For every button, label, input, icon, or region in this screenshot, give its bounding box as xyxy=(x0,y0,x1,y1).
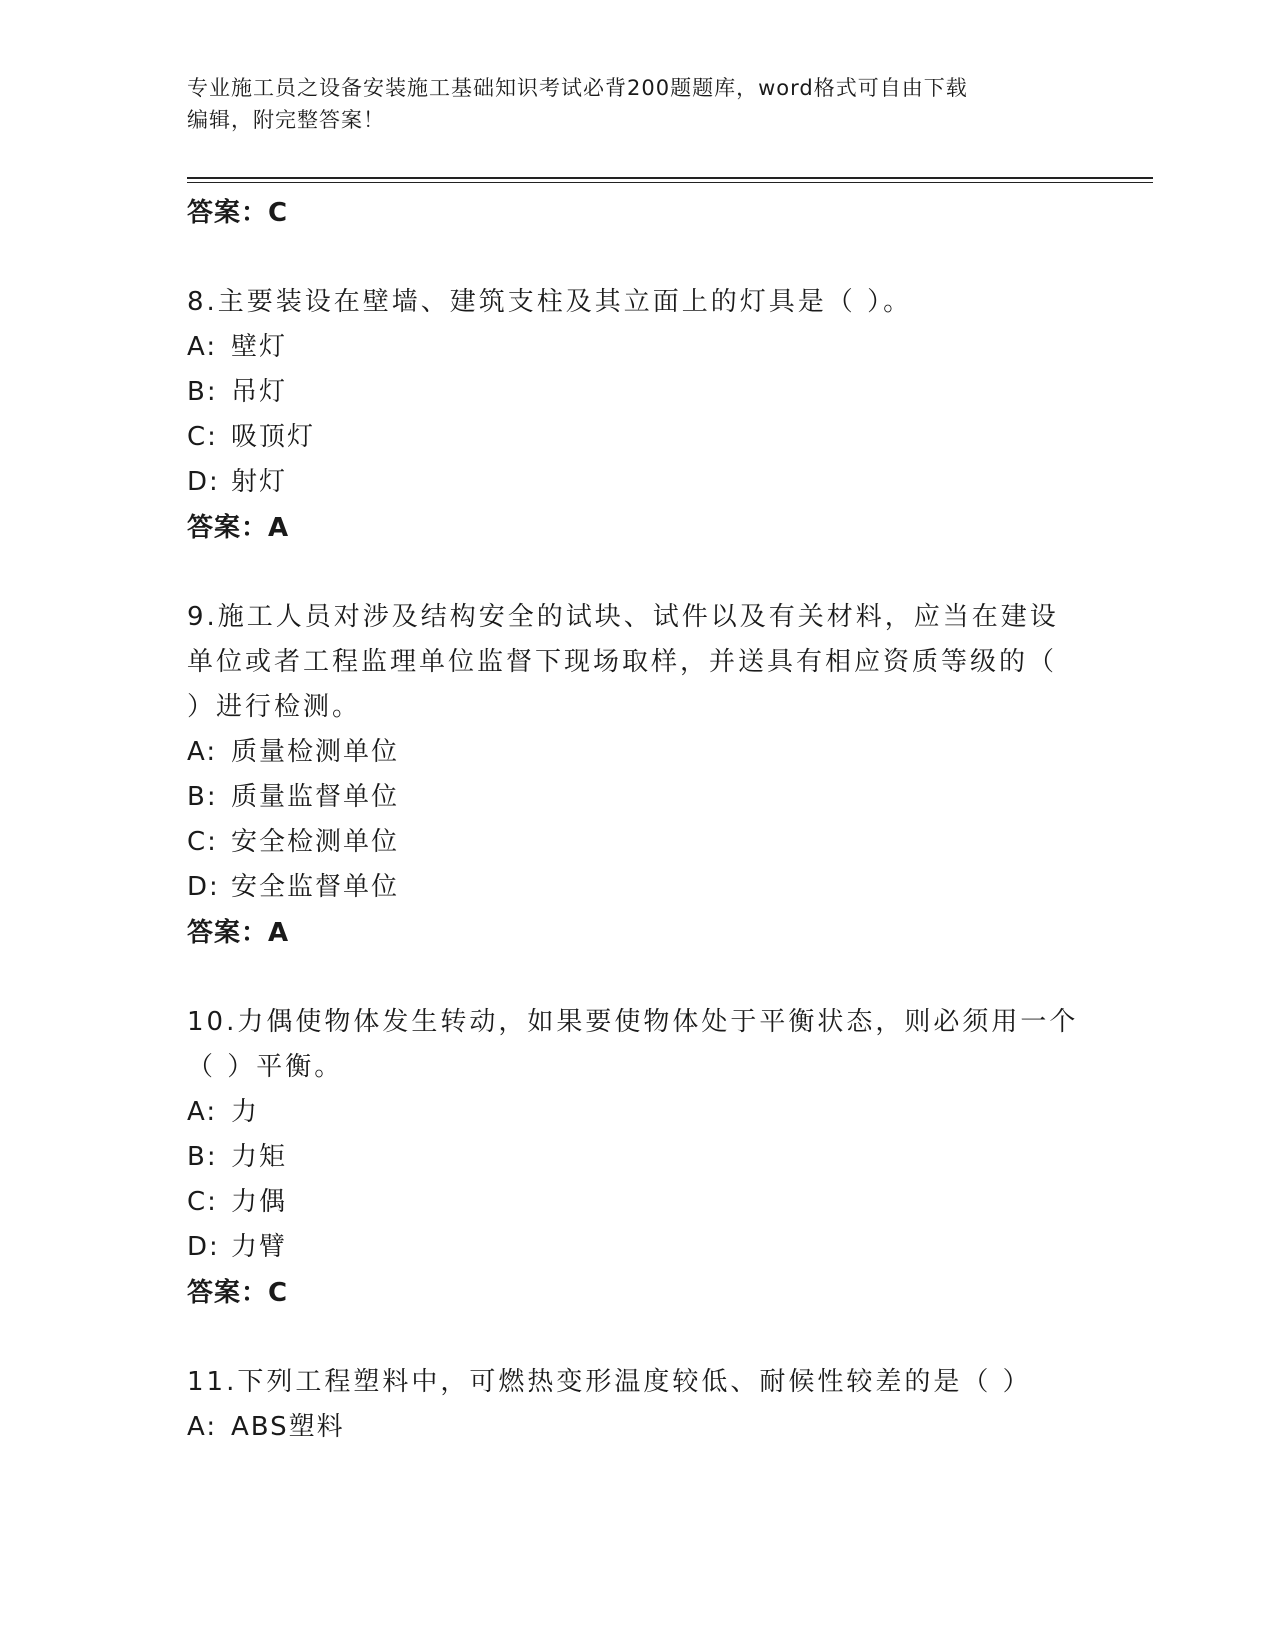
question-stem-line: ）进行检测。 xyxy=(187,692,362,722)
option-b xyxy=(187,775,1087,820)
question-spacer xyxy=(187,551,1087,595)
question-stem-line: 9.施工人员对涉及结构安全的试块、试件以及有关材料，应当在建设 xyxy=(187,602,1059,632)
option-key: D: xyxy=(187,1232,220,1262)
option-c xyxy=(187,820,1087,865)
option-text: 吊灯 xyxy=(231,377,288,407)
answer-line: 答案：A xyxy=(187,918,290,948)
option-text: 力矩 xyxy=(231,1142,288,1172)
header-rule-thin xyxy=(187,182,1153,183)
option-text: 壁灯 xyxy=(231,332,288,362)
question-8 xyxy=(187,280,1087,551)
option-text: ABS塑料 xyxy=(231,1412,345,1442)
option-key: C: xyxy=(187,1187,218,1217)
option-text: 质量监督单位 xyxy=(231,782,400,812)
previous-answer: 答案：C xyxy=(187,198,289,228)
option-key: C: xyxy=(187,422,218,452)
answer-line: 答案：A xyxy=(187,513,290,543)
option-c xyxy=(187,415,1087,460)
option-a xyxy=(187,1405,1087,1450)
question-spacer xyxy=(187,236,1087,280)
option-a xyxy=(187,1090,1087,1135)
option-text: 安全检测单位 xyxy=(231,827,400,857)
option-key: C: xyxy=(187,827,218,857)
option-text: 力 xyxy=(231,1097,260,1127)
question-11 xyxy=(187,1360,1087,1450)
option-d xyxy=(187,865,1087,910)
option-text: 射灯 xyxy=(231,467,288,497)
option-text: 安全监督单位 xyxy=(231,872,400,902)
option-key: A: xyxy=(187,332,218,362)
option-key: D: xyxy=(187,467,220,497)
option-d xyxy=(187,1225,1087,1270)
header-rule-thick xyxy=(187,177,1153,179)
header-line-1: 专业施工员之设备安装施工基础知识考试必背200题题库，word格式可自由下载 xyxy=(187,76,968,100)
option-b xyxy=(187,1135,1087,1180)
question-spacer xyxy=(187,956,1087,1000)
question-stem-line: （ ）平衡。 xyxy=(187,1052,344,1082)
question-stem-line: 单位或者工程监理单位监督下现场取样，并送具有相应资质等级的（ xyxy=(187,647,1058,677)
question-9 xyxy=(187,595,1087,956)
option-key: A: xyxy=(187,1412,218,1442)
option-c xyxy=(187,1180,1087,1225)
answer-line: 答案：C xyxy=(187,1278,289,1308)
option-b xyxy=(187,370,1087,415)
option-key: D: xyxy=(187,872,220,902)
option-text: 质量检测单位 xyxy=(231,737,400,767)
question-list xyxy=(187,190,1087,1450)
question-10 xyxy=(187,1000,1087,1316)
option-key: A: xyxy=(187,737,218,767)
option-key: A: xyxy=(187,1097,218,1127)
question-stem-line: 8.主要装设在壁墙、建筑支柱及其立面上的灯具是（ ）。 xyxy=(187,287,913,317)
option-a xyxy=(187,325,1087,370)
option-key: B: xyxy=(187,377,218,407)
option-a xyxy=(187,730,1087,775)
option-key: B: xyxy=(187,782,218,812)
document-header xyxy=(187,72,1067,136)
option-key: B: xyxy=(187,1142,218,1172)
question-spacer xyxy=(187,1316,1087,1360)
option-text: 力偶 xyxy=(231,1187,288,1217)
header-line-2: 编辑，附完整答案！ xyxy=(187,108,385,132)
option-text: 力臂 xyxy=(231,1232,288,1262)
option-text: 吸顶灯 xyxy=(231,422,316,452)
option-d xyxy=(187,460,1087,505)
question-stem-line: 11.下列工程塑料中，可燃热变形温度较低、耐候性较差的是（ ） xyxy=(187,1367,1032,1397)
question-stem-line: 10.力偶使物体发生转动，如果要使物体处于平衡状态，则必须用一个 xyxy=(187,1007,1079,1037)
